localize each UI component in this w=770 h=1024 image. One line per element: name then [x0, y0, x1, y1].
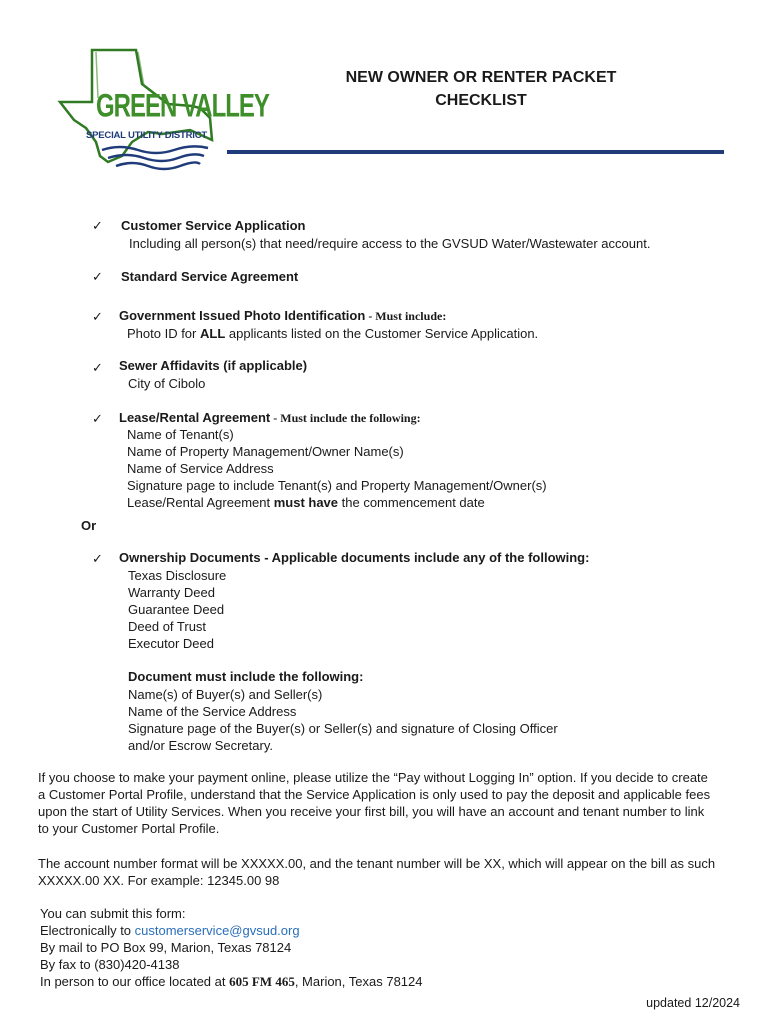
- list-item: Guarantee Deed: [128, 602, 225, 617]
- check-icon: ✓: [92, 269, 103, 284]
- logo-district: SPECIAL UTILITY DISTRICT: [86, 130, 207, 141]
- in-person-post: , Marion, Texas 78124: [294, 974, 423, 989]
- list-item: Texas Disclosure: [128, 568, 227, 583]
- title-divider: [227, 150, 724, 154]
- sewer-detail: City of Cibolo: [128, 376, 206, 391]
- lease-last-line: [127, 494, 547, 511]
- ownership-heading: Ownership Documents: [119, 550, 261, 565]
- csa-detail: Including all person(s) that need/require access to the GVSUD Water/Wastewater account.: [129, 236, 651, 251]
- lease-details: [127, 426, 547, 511]
- ssa-heading: Standard Service Agreement: [121, 269, 299, 284]
- list-item: Name of Tenant(s): [127, 427, 234, 442]
- photo-detail-post: applicants listed on the Customer Service Application.: [225, 326, 539, 341]
- list-item: Name(s) of Buyer(s) and Seller(s): [128, 687, 323, 702]
- photo-detail-bold: ALL: [199, 326, 226, 341]
- title-line-1: NEW OWNER OR RENTER PACKET: [345, 69, 617, 86]
- submit-email-row: [40, 922, 423, 939]
- payment-paragraph: If you choose to make your payment online, please utilize the “Pay without Logging In” option. If you decide to create a Customer Portal Profile, understand that the Service Application is only used to pay the deposit and applicable fees upon the start of Utility Services. When you receive your first bill, you will have an account and tenant number to link to your Customer Portal Profile.: [38, 770, 711, 836]
- photo-note: - Must include:: [365, 309, 447, 323]
- submit-mail: By mail to PO Box 99, Marion, Texas 78124: [40, 940, 292, 955]
- water-waves-icon: [100, 144, 210, 172]
- photo-detail: [127, 325, 538, 342]
- submit-in-person: [40, 973, 423, 990]
- page-title: [300, 66, 662, 112]
- check-icon: ✓: [92, 218, 103, 233]
- lease-last-bold: must have: [273, 495, 339, 510]
- ownership-heading-row: [119, 549, 589, 566]
- lease-last-post: the commencement date: [338, 495, 485, 510]
- check-icon: ✓: [92, 411, 103, 426]
- submit-block: [40, 905, 423, 990]
- lease-note: - Must include the following:: [270, 411, 421, 425]
- lease-last-pre: Lease/Rental Agreement: [127, 495, 274, 510]
- ownership-requirements: [128, 686, 558, 754]
- title-line-2: CHECKLIST: [435, 92, 527, 109]
- ownership-note: - Applicable documents include any of the following:: [260, 550, 590, 565]
- list-item: Warranty Deed: [128, 585, 215, 600]
- submit-intro: You can submit this form:: [40, 906, 186, 921]
- csa-heading: Customer Service Application: [121, 218, 306, 233]
- account-paragraph: The account number format will be XXXXX.00, and the tenant number will be XX, which will appear on the bill as such XXXXX.00 XX. For example: 12345.00 98: [38, 856, 716, 888]
- lease-heading-row: [119, 409, 421, 427]
- in-person-pre: In person to our office located at: [40, 974, 230, 989]
- photo-heading-row: [119, 307, 446, 325]
- must-include-heading: Document must include the following:: [128, 669, 364, 684]
- updated-date: updated 12/2024: [646, 996, 740, 1010]
- ownership-docs: [128, 567, 226, 652]
- logo-name: GREEN VALLEY: [96, 88, 269, 125]
- submit-email-prefix: Electronically to: [40, 923, 135, 938]
- submit-fax: By fax to (830)420-4138: [40, 957, 180, 972]
- list-item: Name of the Service Address: [128, 704, 297, 719]
- list-item: Deed of Trust: [128, 619, 207, 634]
- list-item: Signature page of the Buyer(s) or Seller(s) and signature of Closing Officer: [128, 721, 558, 736]
- in-person-address: 605 FM 465: [229, 974, 295, 989]
- photo-heading: Government Issued Photo Identification: [119, 308, 366, 323]
- list-item: Name of Property Management/Owner Name(s): [127, 444, 404, 459]
- list-item: Signature page to include Tenant(s) and Property Management/Owner(s): [127, 478, 547, 493]
- sewer-heading: Sewer Affidavits (if applicable): [119, 358, 308, 373]
- check-icon: ✓: [92, 360, 103, 375]
- list-item: Executor Deed: [128, 636, 214, 651]
- list-item: Name of Service Address: [127, 461, 274, 476]
- gvsud-logo: [52, 44, 269, 174]
- list-item: and/or Escrow Secretary.: [128, 738, 273, 753]
- lease-heading: Lease/Rental Agreement: [119, 410, 271, 425]
- photo-detail-pre: Photo ID for: [127, 326, 200, 341]
- email-link[interactable]: customerservice@gvsud.org: [134, 923, 300, 938]
- or-label: Or: [81, 518, 97, 533]
- check-icon: ✓: [92, 309, 103, 324]
- check-icon: ✓: [92, 551, 103, 566]
